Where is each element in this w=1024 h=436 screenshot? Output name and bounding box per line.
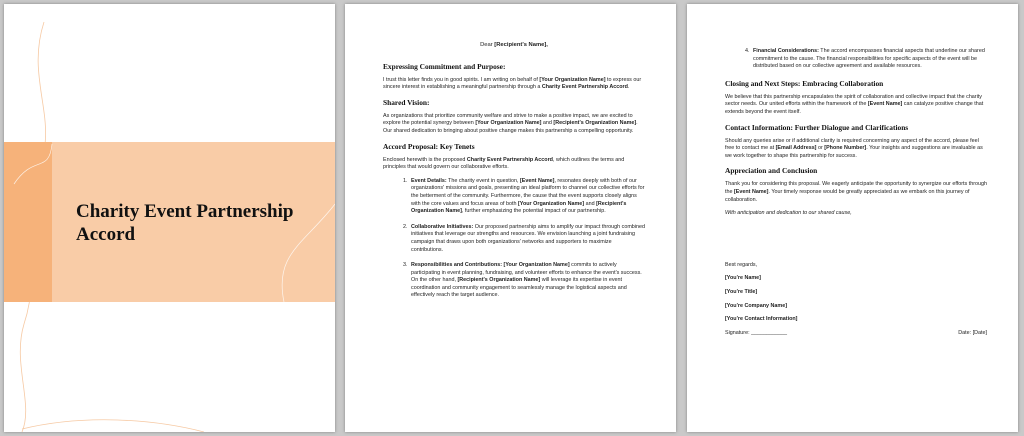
- tenets-list-continued: [725, 48, 987, 71]
- heading-contact: Contact Information: Further Dialogue and Clarifications: [725, 122, 909, 132]
- cover-page: [4, 4, 335, 432]
- heading-accord-proposal: Accord Proposal: Key Tenets: [383, 141, 475, 151]
- salutation: [383, 42, 645, 50]
- salutation-prefix: Dear: [480, 42, 495, 48]
- signature-row: [725, 330, 987, 338]
- tenet-event-details: 1. Event Details: The charity event in question, [Event Name], resonates deeply with both of our organizations' missions and goals, presenting an ideal platform to channel our collective efforts for the betterment of the community. Furthermore, the cause that the event supports closely aligns with the core values and focus areas of both [Your Organization Name] and [Recipient's Organization Name], further emphasizing the potential impact of our partnership.: [409, 178, 645, 216]
- paragraph-appreciation: Thank you for considering this proposal. We eagerly anticipate the opportunity to synergize our efforts through the [Event Name]. Your timely response would be greatly appreciated as we embark on this journey of collaboration.: [725, 181, 987, 203]
- date-field: Date: [Date]: [958, 329, 987, 336]
- regards: Best regards,: [725, 261, 758, 268]
- tenet-responsibilities: 3. Responsibilities and Contributions: [Your Organization Name] commits to actively participating in event planning, fundraising, and volunteer efforts to enhance the event's success. On the other hand, [Recipient's Organization Name] will leverage its expertise in event coordination and community engagement to seamlessly manage the logistical aspects and effectively reach the target audience.: [409, 262, 645, 300]
- heading-commitment: Expressing Commitment and Purpose:: [383, 61, 506, 71]
- heading-appreciation: Appreciation and Conclusion: [725, 166, 818, 176]
- signer-company: [You're Company Name]: [725, 302, 787, 309]
- heading-shared-vision: Shared Vision:: [383, 97, 430, 107]
- paragraph-contact: Should any queries arise or if additional clarity is required concerning any aspect of the accord, please feel free to contact me at [Email Address] or [Phone Number]. Your insights and suggestions are invaluable as we work together to shape this partnership for success.: [725, 137, 983, 159]
- tenet-financial-considerations: 4. Financial Considerations: The accord encompasses financial aspects that underline our shared commitment to the cause. The financial responsibilities for specific aspects of the event will be distributed based on our collective agreement and available resources.: [751, 48, 987, 71]
- letter-page-2: [687, 4, 1018, 432]
- paragraph-accord-proposal: Enclosed herewith is the proposed Charity Event Partnership Accord, which outlines the terms and principles that would govern our collaborative efforts.: [383, 156, 625, 171]
- tenet-collaborative-initiatives: 2. Collaborative Initiatives: Our proposed partnership aims to amplify our impact through combined initiatives that leverage our strengths and resources. We envision launching a joint fundraising campaign that draws upon both organizations' networks and supporters to maximize contributions.: [409, 224, 645, 254]
- recipient-name: [Recipient's Name],: [494, 42, 548, 48]
- signer-name: [You're Name]: [725, 275, 761, 282]
- cover-title: Charity Event Partnership Accord: [76, 201, 294, 245]
- closing-line: With anticipation and dedication to our shared cause,: [725, 210, 852, 217]
- paragraph-commitment: I trust this letter finds you in good spirits. I am writing on behalf of [Your Organization Name] to express our sincere interest in establishing a meaningful partnership through a Charity Event Partnership Accord.: [383, 76, 642, 91]
- tenets-list: [383, 178, 645, 300]
- letter-body-part-1: [383, 42, 645, 308]
- heading-closing: Closing and Next Steps: Embracing Collaboration: [725, 78, 884, 88]
- signer-title: [You're Title]: [725, 288, 758, 295]
- paragraph-closing: We believe that this partnership encapsulates the spirit of collaboration and collective impact that the charity sector needs. Our united efforts within the framework of the [Event Name] can catalyze positive change that extends beyond the event itself.: [725, 93, 984, 115]
- letter-page-1: [345, 4, 676, 432]
- paragraph-shared-vision: As organizations that prioritize community welfare and strive to make a positive impact, we are excited to explore the potential synergy between [Your Organization Name] and [Recipient's Organization Name]. Our shared dedication to bringing about positive change makes this partnership a compelling opportunity.: [383, 112, 638, 134]
- signer-contact: [You're Contact Information]: [725, 316, 798, 323]
- signature-field: Signature: ____________: [725, 329, 788, 336]
- letter-body-part-2: [725, 48, 987, 337]
